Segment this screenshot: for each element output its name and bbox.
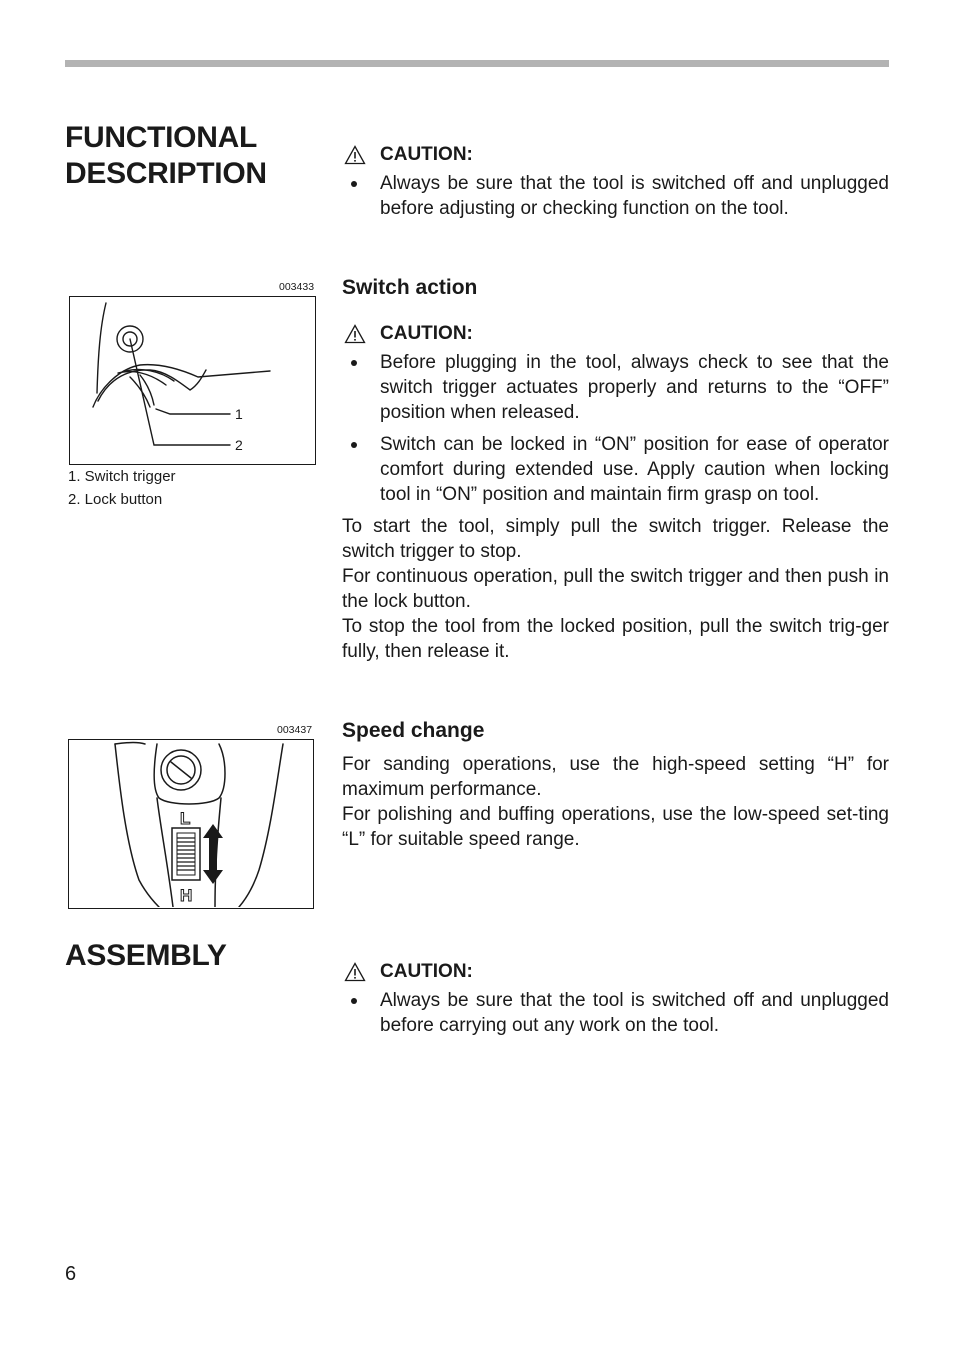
caution-label: CAUTION: xyxy=(380,961,473,982)
figure-code: 003433 xyxy=(279,281,315,293)
legend-item-lock-button: 2. Lock button xyxy=(68,491,163,508)
paragraph: For polishing and buffing operations, use the low-speed set-ting “L” for suitable speed range. xyxy=(342,804,889,850)
switch-trigger-illustration xyxy=(70,297,314,463)
warning-triangle-icon xyxy=(344,324,366,344)
figure-code: 003437 xyxy=(277,724,313,736)
paragraph: To stop the tool from the locked position, pull the switch trig-ger fully, then release it. xyxy=(342,616,889,662)
section-title-functional xyxy=(65,120,267,192)
warning-triangle-icon xyxy=(344,145,366,165)
caution-heading xyxy=(342,959,889,984)
functional-caution-block xyxy=(342,142,889,228)
speed-change-block xyxy=(342,718,889,852)
caution-list xyxy=(342,350,889,507)
figure-legend xyxy=(68,465,176,511)
assembly-caution-block xyxy=(342,959,889,1045)
switch-figure xyxy=(69,296,316,465)
caution-heading xyxy=(342,142,889,167)
callout-2: 2 xyxy=(235,437,243,453)
list-item: Before plugging in the tool, always check to see that the switch trigger actuates properly and returns to the “OFF” position when released. xyxy=(342,350,889,425)
section-title-assembly: ASSEMBLY xyxy=(65,939,227,972)
caution-list xyxy=(342,171,889,221)
caution-heading xyxy=(342,321,889,346)
paragraph: To start the tool, simply pull the switch trigger. Release the switch trigger to stop. xyxy=(342,516,889,562)
dial-high-label: H xyxy=(180,886,193,905)
list-item: Switch can be locked in “ON” position for ease of operator comfort during extended use. Apply caution when locking tool in “ON” position and maintain firm grasp on tool. xyxy=(342,432,889,507)
speed-figure xyxy=(68,739,314,909)
caution-label: CAUTION: xyxy=(380,323,473,344)
callout-1: 1 xyxy=(235,406,243,422)
title-line-2: DESCRIPTION xyxy=(65,157,267,190)
header-rule xyxy=(65,60,889,67)
legend-item-switch-trigger: 1. Switch trigger xyxy=(68,468,176,485)
caution-label: CAUTION: xyxy=(380,144,473,165)
caution-list xyxy=(342,988,889,1038)
warning-triangle-icon xyxy=(344,962,366,982)
paragraph: For sanding operations, use the high-speed setting “H” for maximum performance. xyxy=(342,754,889,800)
dial-low-label: L xyxy=(180,809,191,828)
list-item: Always be sure that the tool is switched off and unplugged before carrying out any work on the tool. xyxy=(342,988,889,1038)
title-line-1: FUNCTIONAL xyxy=(65,121,257,154)
speed-dial-illustration xyxy=(69,740,312,907)
page-number: 6 xyxy=(65,1263,77,1285)
list-item: Always be sure that the tool is switched off and unplugged before adjusting or checking function on the tool. xyxy=(342,171,889,221)
speed-change-heading: Speed change xyxy=(342,719,485,742)
switch-action-block xyxy=(342,275,889,664)
paragraph: For continuous operation, pull the switch trigger and then push in the lock button. xyxy=(342,566,889,612)
switch-action-heading: Switch action xyxy=(342,276,478,299)
